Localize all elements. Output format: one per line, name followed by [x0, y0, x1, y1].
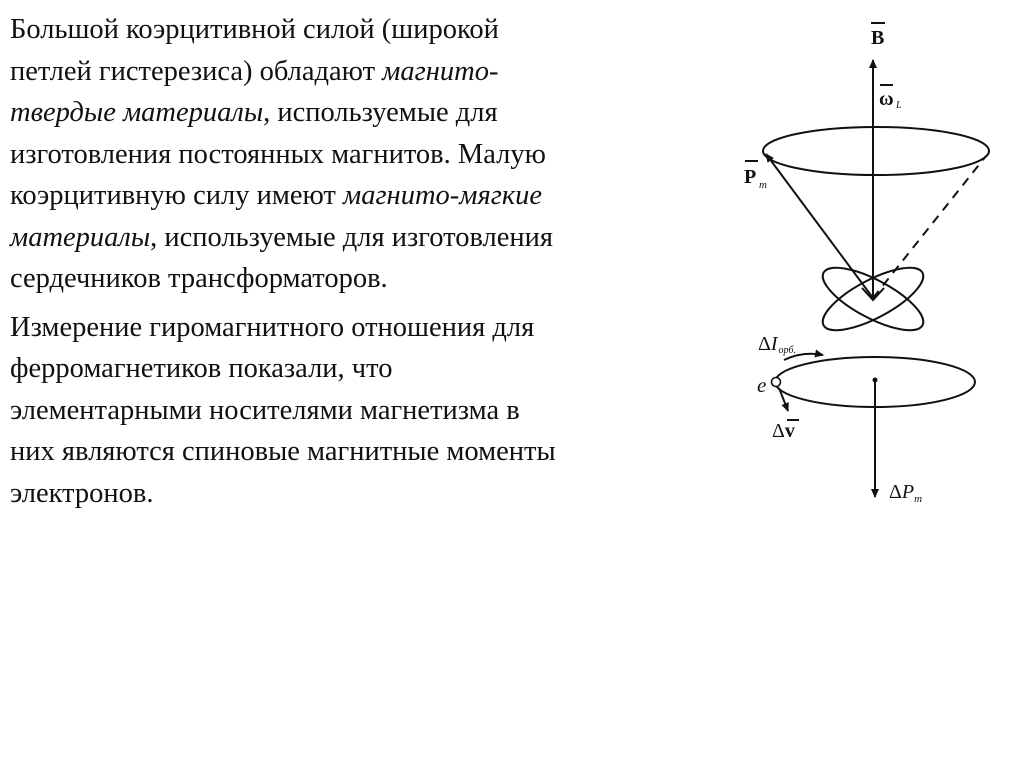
precession-figure [740, 15, 1010, 515]
italic-term: магнито-мягкие [343, 180, 543, 211]
i-subscript: орб. [778, 345, 797, 356]
paragraph-1-line-4: изготовления постоянных магнитов. Малую [10, 138, 546, 170]
delta-pm-label [889, 481, 922, 505]
i-symbol: I [770, 333, 778, 355]
b-label: B [871, 27, 885, 49]
paragraph-2 [10, 307, 670, 515]
cone-dashed-edge [873, 156, 986, 298]
p-symbol: P [901, 481, 915, 503]
omega-label: ω [879, 88, 894, 110]
pm-label: P [744, 166, 757, 188]
precession-ellipse [763, 127, 989, 175]
paragraph-1 [10, 9, 670, 300]
paragraph-1-line-6 [10, 217, 670, 259]
orbit-center-dot [873, 378, 878, 383]
paragraph-2-line-2: ферромагнетиков показали, что [10, 353, 393, 384]
paragraph-2-line-4: них являются спиновые магнитные моменты [10, 436, 556, 467]
italic-term: материалы [10, 221, 151, 253]
v-symbol: v [784, 420, 795, 442]
paragraph-2-line-3: элементарными носителями магнетизма в [10, 394, 520, 426]
p-subscript: m [914, 493, 923, 505]
paragraph-1-line-1: Большой коэрцитивной силой (широкой [10, 14, 499, 45]
text-span: петлей гистерезиса) обладают [10, 55, 383, 87]
pm-subscript: m [759, 179, 767, 191]
italic-term: магнито- [382, 55, 499, 87]
paragraph-1-line-5 [10, 175, 670, 217]
delta-symbol: Δ [772, 420, 785, 442]
delta-symbol: Δ [889, 481, 902, 503]
text-span: , используемые для [263, 97, 498, 128]
text-block [10, 9, 670, 514]
precession-diagram [740, 15, 1010, 515]
delta-v-label [772, 420, 795, 442]
delta-i-label [758, 333, 796, 356]
e-label: e [757, 373, 767, 397]
delta-symbol: Δ [758, 333, 771, 355]
omega-subscript: L [896, 100, 902, 111]
italic-term: твердые материалы [10, 97, 264, 128]
text-span: , используемые для изготовления [150, 221, 554, 253]
paragraph-1-line-3 [10, 92, 670, 134]
paragraph-1-line-7: сердечников трансформаторов. [10, 263, 388, 294]
paragraph-2-line-5: электронов. [10, 477, 154, 509]
electron-circle [772, 378, 781, 387]
text-span: коэрцитивную силу имеют [10, 180, 343, 211]
paragraph-2-line-1: Измерение гиромагнитного отношения для [10, 311, 535, 343]
paragraph-1-line-2 [10, 51, 670, 93]
